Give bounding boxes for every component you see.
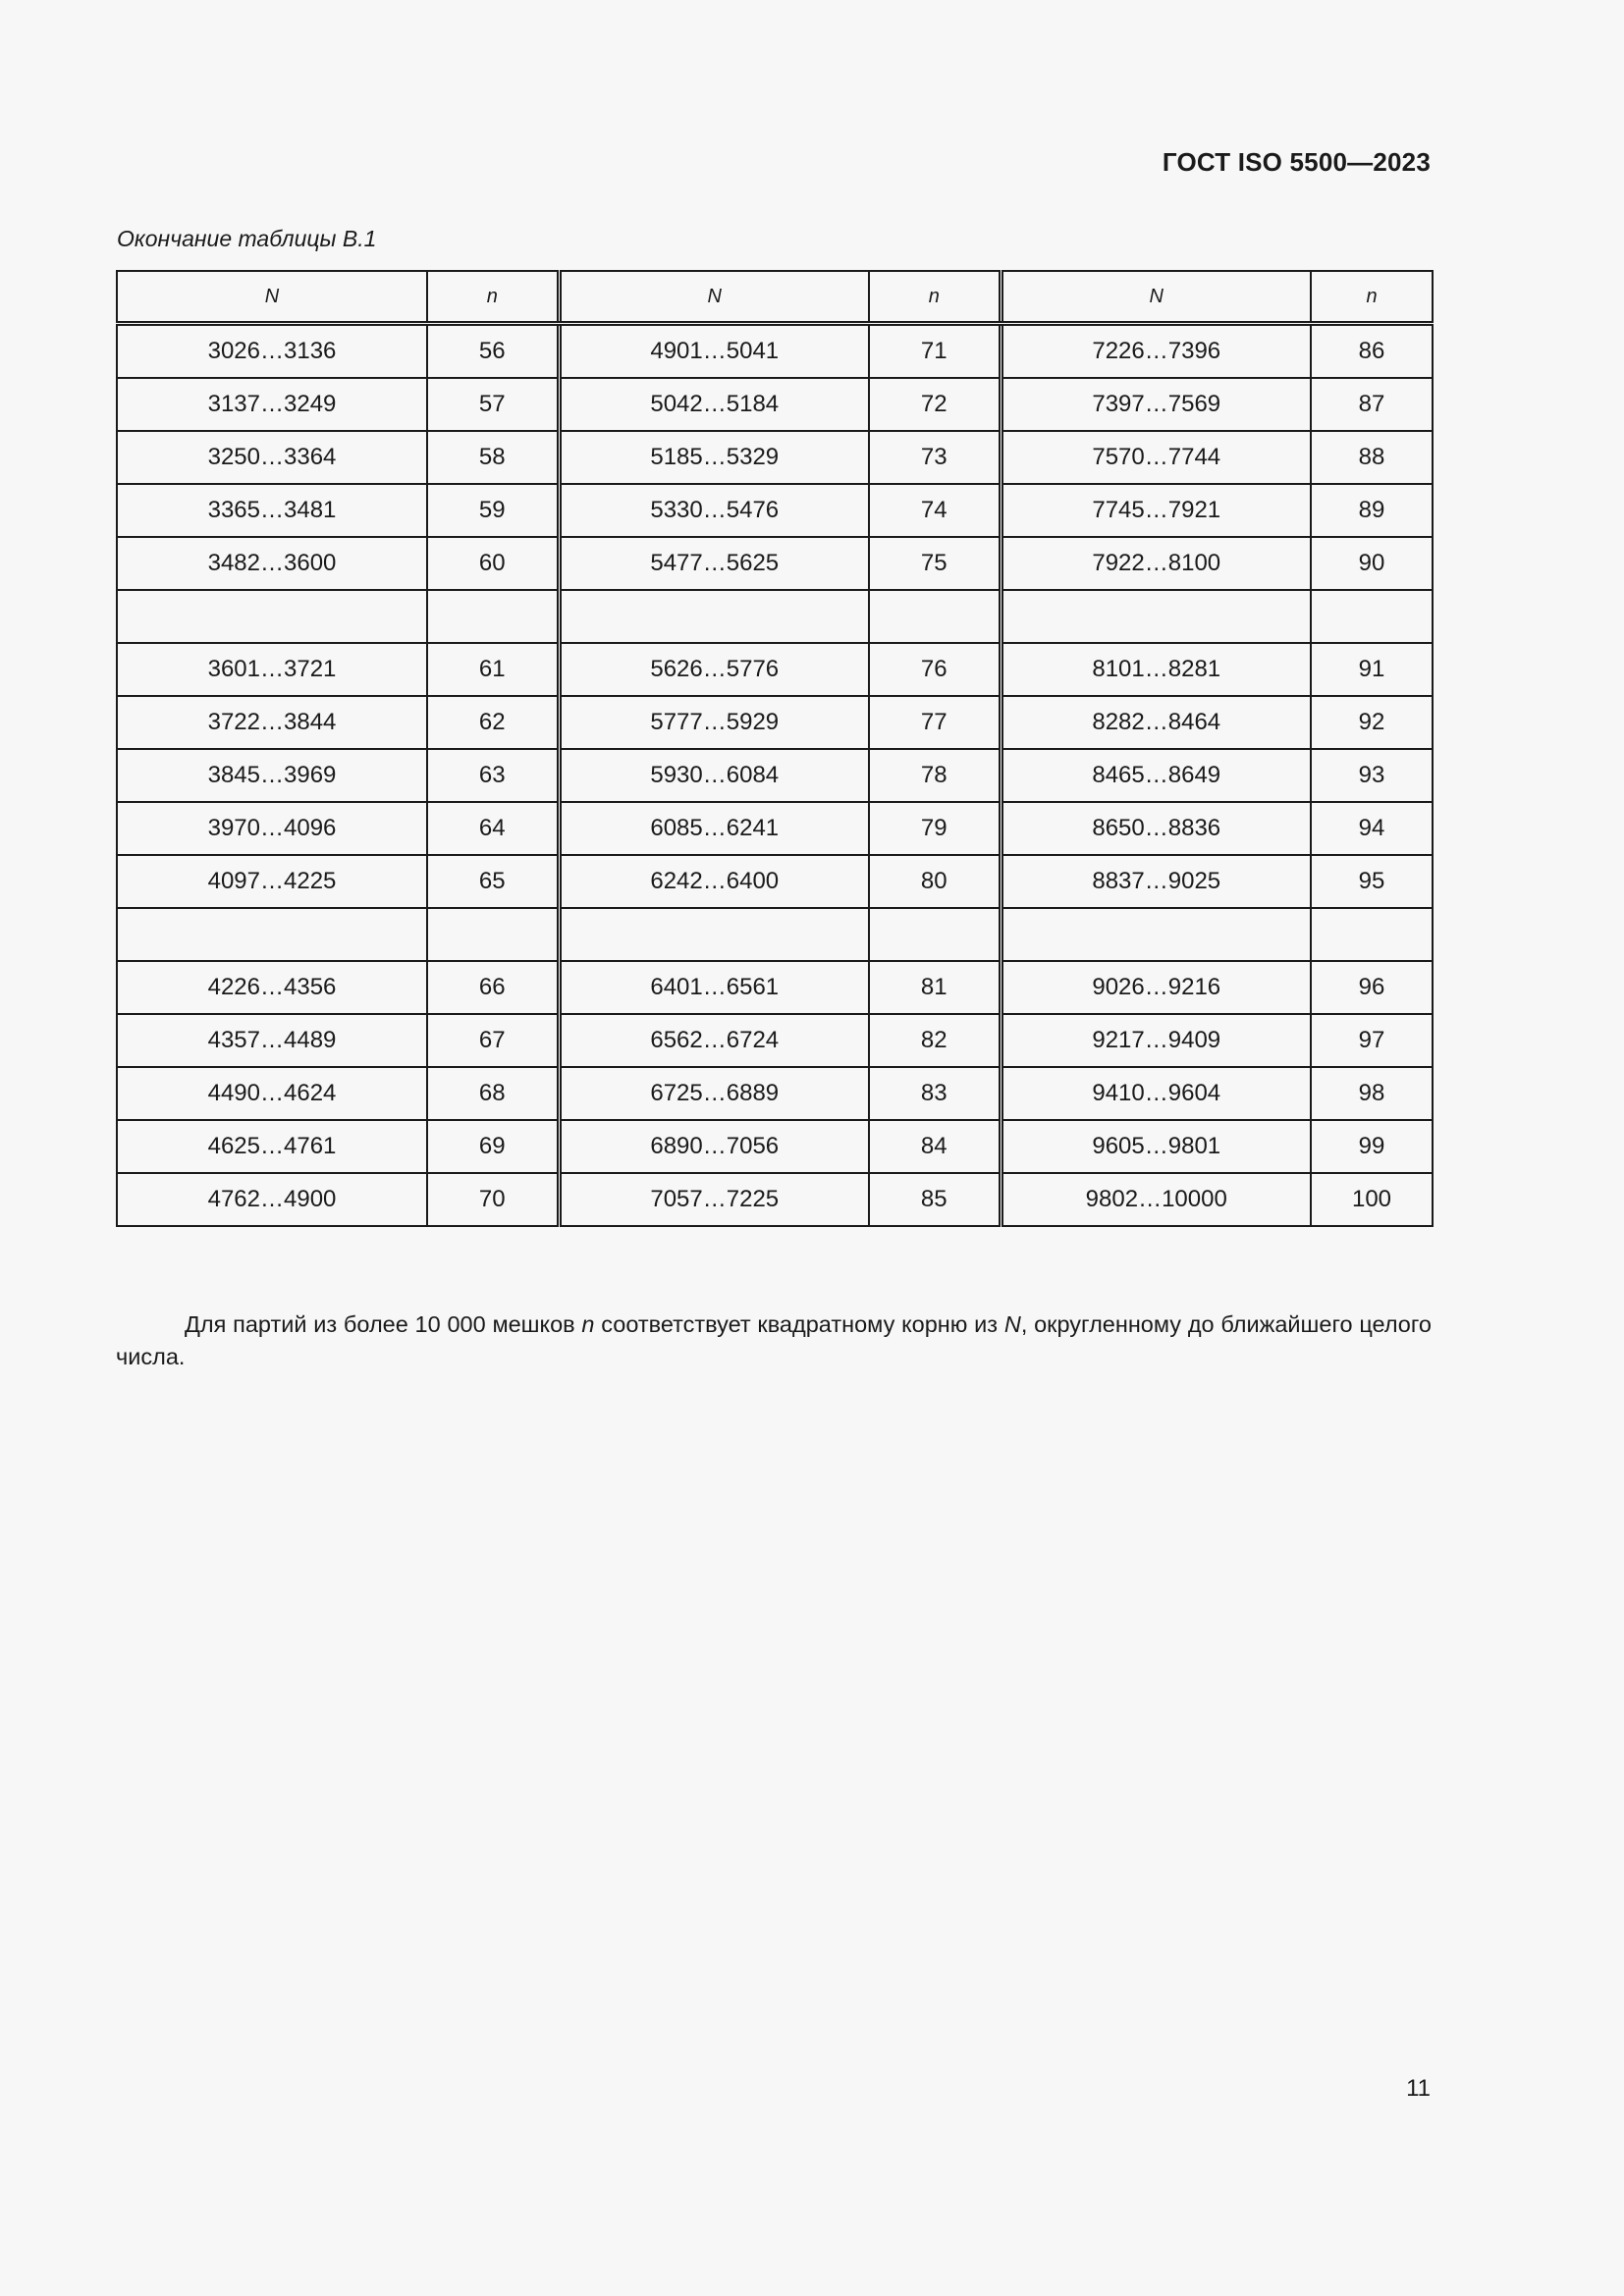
cell-N-range: 7226…7396 xyxy=(1001,324,1311,379)
cell-n-value: 56 xyxy=(427,324,559,379)
cell-N-range: 3722…3844 xyxy=(117,696,427,749)
cell-N-range xyxy=(1001,590,1311,643)
table-row xyxy=(117,378,1433,431)
cell-N-range: 5330…5476 xyxy=(559,484,869,537)
cell-N-range: 4490…4624 xyxy=(117,1067,427,1120)
cell-n-value xyxy=(427,908,559,961)
column-header-N: N xyxy=(559,271,869,324)
column-header-N: N xyxy=(117,271,427,324)
cell-n-value xyxy=(427,590,559,643)
cell-n-value: 100 xyxy=(1311,1173,1433,1226)
cell-n-value xyxy=(869,590,1001,643)
footnote-text: , округленному до ближайшего целого числа. xyxy=(116,1310,1432,1369)
cell-N-range: 7745…7921 xyxy=(1001,484,1311,537)
cell-N-range: 7570…7744 xyxy=(1001,431,1311,484)
cell-n-value: 61 xyxy=(427,643,559,696)
cell-N-range: 6085…6241 xyxy=(559,802,869,855)
cell-N-range xyxy=(117,908,427,961)
table-row xyxy=(117,643,1433,696)
cell-n-value: 59 xyxy=(427,484,559,537)
cell-N-range: 3137…3249 xyxy=(117,378,427,431)
cell-n-value xyxy=(1311,590,1433,643)
cell-n-value: 70 xyxy=(427,1173,559,1226)
cell-N-range: 3365…3481 xyxy=(117,484,427,537)
cell-n-value xyxy=(1311,908,1433,961)
cell-n-value: 57 xyxy=(427,378,559,431)
cell-N-range: 9410…9604 xyxy=(1001,1067,1311,1120)
column-header-N: N xyxy=(1001,271,1311,324)
footnote-text: Для партий из более 10 000 мешков xyxy=(185,1310,582,1337)
cell-n-value: 89 xyxy=(1311,484,1433,537)
cell-n-value: 58 xyxy=(427,431,559,484)
table-row xyxy=(117,324,1433,379)
cell-n-value: 77 xyxy=(869,696,1001,749)
cell-n-value: 95 xyxy=(1311,855,1433,908)
cell-N-range: 3250…3364 xyxy=(117,431,427,484)
cell-N-range xyxy=(559,590,869,643)
cell-n-value: 91 xyxy=(1311,643,1433,696)
cell-n-value: 81 xyxy=(869,961,1001,1014)
table-row xyxy=(117,1014,1433,1067)
cell-N-range xyxy=(1001,908,1311,961)
cell-N-range: 9802…10000 xyxy=(1001,1173,1311,1226)
table-row xyxy=(117,1173,1433,1226)
cell-N-range: 4097…4225 xyxy=(117,855,427,908)
cell-N-range: 3970…4096 xyxy=(117,802,427,855)
cell-N-range: 6562…6724 xyxy=(559,1014,869,1067)
table-caption: Окончание таблицы В.1 xyxy=(117,226,377,251)
cell-N-range: 9605…9801 xyxy=(1001,1120,1311,1173)
cell-N-range: 6242…6400 xyxy=(559,855,869,908)
cell-n-value: 64 xyxy=(427,802,559,855)
column-header-n: n xyxy=(869,271,1001,324)
cell-n-value: 74 xyxy=(869,484,1001,537)
cell-N-range: 3845…3969 xyxy=(117,749,427,802)
cell-n-value: 82 xyxy=(869,1014,1001,1067)
cell-n-value: 71 xyxy=(869,324,1001,379)
cell-N-range: 7057…7225 xyxy=(559,1173,869,1226)
cell-N-range: 4226…4356 xyxy=(117,961,427,1014)
cell-n-value: 98 xyxy=(1311,1067,1433,1120)
cell-n-value xyxy=(869,908,1001,961)
cell-n-value: 66 xyxy=(427,961,559,1014)
cell-N-range: 4357…4489 xyxy=(117,1014,427,1067)
cell-n-value: 83 xyxy=(869,1067,1001,1120)
cell-N-range: 3026…3136 xyxy=(117,324,427,379)
cell-N-range: 5626…5776 xyxy=(559,643,869,696)
cell-n-value: 86 xyxy=(1311,324,1433,379)
cell-n-value: 93 xyxy=(1311,749,1433,802)
cell-N-range: 5777…5929 xyxy=(559,696,869,749)
cell-n-value: 99 xyxy=(1311,1120,1433,1173)
cell-n-value: 92 xyxy=(1311,696,1433,749)
footnote-variable-N: N xyxy=(1003,1310,1021,1337)
cell-n-value: 80 xyxy=(869,855,1001,908)
table-row xyxy=(117,749,1433,802)
page-number: 11 xyxy=(1406,2075,1431,2102)
footnote-variable-n: n xyxy=(581,1310,595,1337)
table-row-spacer xyxy=(117,590,1433,643)
data-table xyxy=(116,270,1434,1227)
cell-N-range: 4762…4900 xyxy=(117,1173,427,1226)
cell-n-value: 63 xyxy=(427,749,559,802)
cell-n-value: 75 xyxy=(869,537,1001,590)
table-row xyxy=(117,855,1433,908)
table-body xyxy=(117,324,1433,1227)
cell-n-value: 88 xyxy=(1311,431,1433,484)
table-row-spacer xyxy=(117,908,1433,961)
cell-N-range: 4625…4761 xyxy=(117,1120,427,1173)
table-row xyxy=(117,431,1433,484)
cell-N-range: 3601…3721 xyxy=(117,643,427,696)
cell-n-value: 65 xyxy=(427,855,559,908)
cell-N-range: 6401…6561 xyxy=(559,961,869,1014)
cell-n-value: 79 xyxy=(869,802,1001,855)
column-header-n: n xyxy=(427,271,559,324)
cell-N-range: 8837…9025 xyxy=(1001,855,1311,908)
cell-n-value: 72 xyxy=(869,378,1001,431)
cell-N-range: 8650…8836 xyxy=(1001,802,1311,855)
cell-n-value: 60 xyxy=(427,537,559,590)
cell-n-value: 78 xyxy=(869,749,1001,802)
cell-N-range: 6725…6889 xyxy=(559,1067,869,1120)
cell-n-value: 62 xyxy=(427,696,559,749)
table-row xyxy=(117,1067,1433,1120)
cell-n-value: 96 xyxy=(1311,961,1433,1014)
cell-n-value: 68 xyxy=(427,1067,559,1120)
cell-n-value: 85 xyxy=(869,1173,1001,1226)
cell-N-range: 5042…5184 xyxy=(559,378,869,431)
cell-N-range: 5477…5625 xyxy=(559,537,869,590)
table-row xyxy=(117,961,1433,1014)
cell-N-range: 9217…9409 xyxy=(1001,1014,1311,1067)
cell-N-range: 5930…6084 xyxy=(559,749,869,802)
cell-n-value: 69 xyxy=(427,1120,559,1173)
footnote-text: соответствует квадратному корню из xyxy=(594,1310,1004,1337)
document-header: ГОСТ ISO 5500—2023 xyxy=(1162,147,1431,177)
table-header-row xyxy=(117,271,1433,324)
cell-n-value: 73 xyxy=(869,431,1001,484)
footnote-paragraph xyxy=(116,1308,1432,1373)
table-row xyxy=(117,1120,1433,1173)
cell-N-range: 4901…5041 xyxy=(559,324,869,379)
cell-n-value: 84 xyxy=(869,1120,1001,1173)
cell-N-range: 7397…7569 xyxy=(1001,378,1311,431)
cell-N-range: 8282…8464 xyxy=(1001,696,1311,749)
column-header-n: n xyxy=(1311,271,1433,324)
cell-N-range: 9026…9216 xyxy=(1001,961,1311,1014)
table-row xyxy=(117,696,1433,749)
cell-n-value: 90 xyxy=(1311,537,1433,590)
cell-N-range: 7922…8100 xyxy=(1001,537,1311,590)
cell-n-value: 97 xyxy=(1311,1014,1433,1067)
cell-N-range: 8465…8649 xyxy=(1001,749,1311,802)
cell-N-range: 6890…7056 xyxy=(559,1120,869,1173)
table-row xyxy=(117,537,1433,590)
cell-n-value: 67 xyxy=(427,1014,559,1067)
cell-n-value: 94 xyxy=(1311,802,1433,855)
table-row xyxy=(117,802,1433,855)
cell-N-range: 3482…3600 xyxy=(117,537,427,590)
cell-n-value: 87 xyxy=(1311,378,1433,431)
cell-N-range xyxy=(559,908,869,961)
cell-N-range: 8101…8281 xyxy=(1001,643,1311,696)
cell-N-range xyxy=(117,590,427,643)
table-row xyxy=(117,484,1433,537)
cell-N-range: 5185…5329 xyxy=(559,431,869,484)
cell-n-value: 76 xyxy=(869,643,1001,696)
table-container xyxy=(116,270,1432,1227)
